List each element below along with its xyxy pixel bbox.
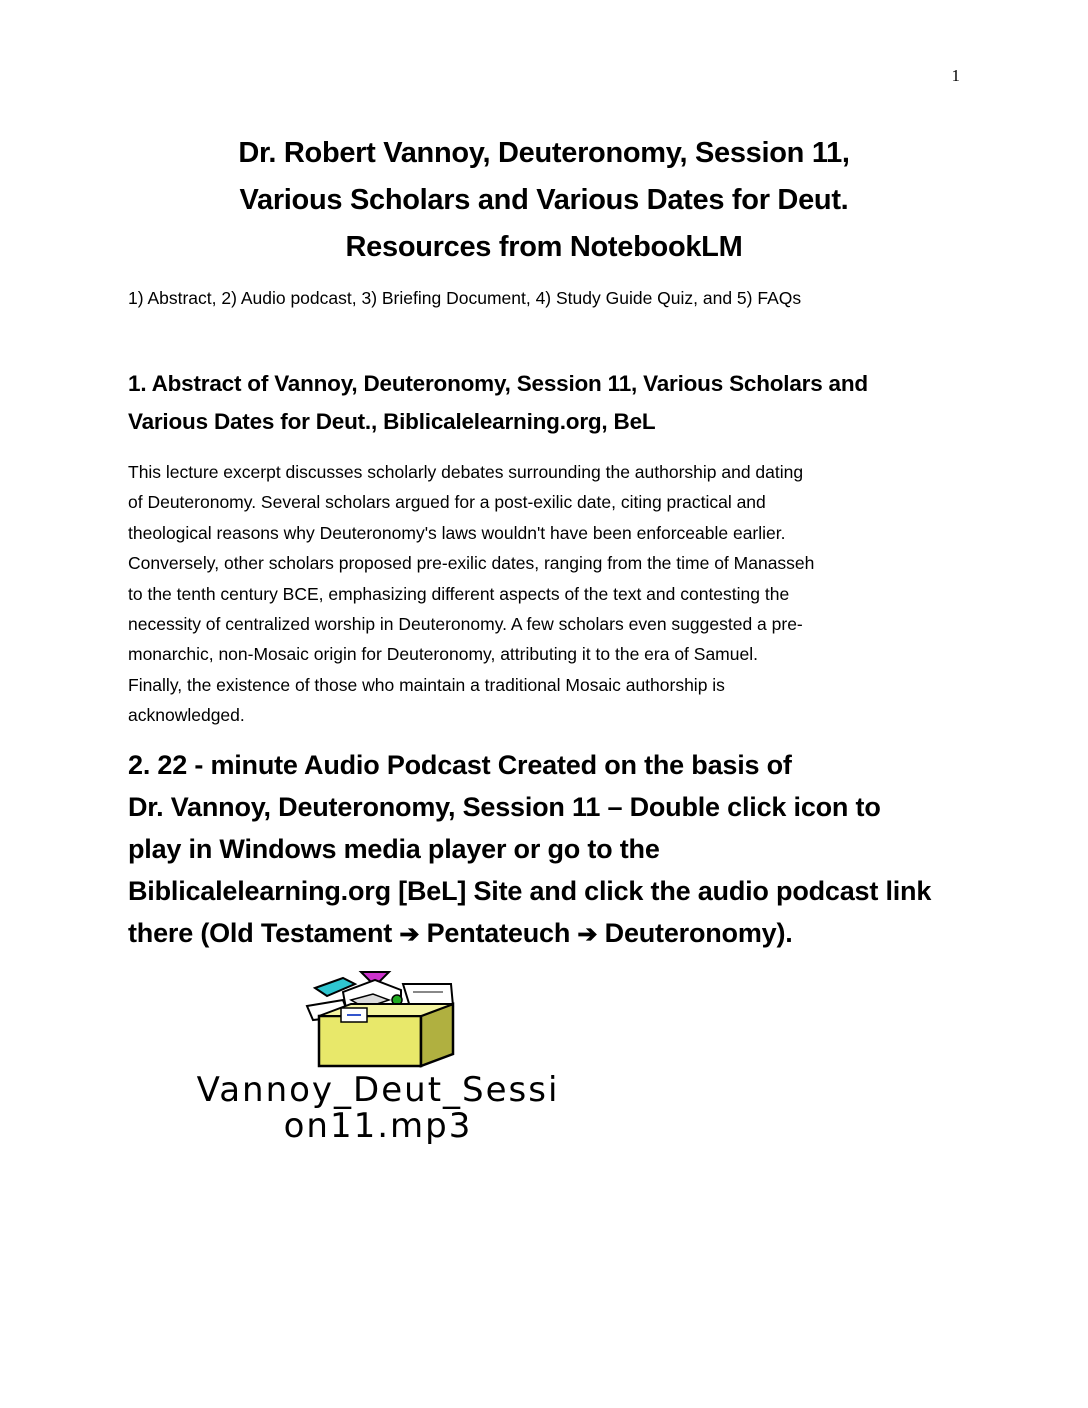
audio-podcast-attachment[interactable]: [128, 968, 628, 1158]
arrow-right-icon: ➔: [399, 921, 420, 948]
document-title: [128, 130, 960, 271]
path-deuteronomy: Deuteronomy).: [597, 918, 793, 948]
arrow-right-icon: ➔: [577, 921, 598, 948]
section-2-line-2: Dr. Vannoy, Deuteronomy, Session 11 – Double click icon to: [128, 792, 881, 822]
filename-line-2: on11.mp3: [283, 1106, 473, 1146]
abstract-paragraph: [128, 457, 960, 731]
abstract-line: acknowledged.: [128, 705, 245, 726]
abstract-line: of Deuteronomy. Several scholars argued for a post-exilic date, citing practical and: [128, 492, 766, 513]
section-2-line-5: [128, 912, 968, 956]
filename-line-1: Vannoy_Deut_Sessi: [196, 1070, 560, 1110]
title-line-2: Various Scholars and Various Dates for Deut.: [239, 184, 849, 216]
section-1-heading: [128, 365, 968, 441]
page-number: 1: [951, 66, 960, 85]
resources-list: 1) Abstract, 2) Audio podcast, 3) Briefing Document, 4) Study Guide Quiz, and 5) FAQs: [128, 288, 802, 308]
abstract-line: Finally, the existence of those who maintain a traditional Mosaic authorship is: [128, 674, 725, 695]
abstract-line: Conversely, other scholars proposed pre-exilic dates, ranging from the time of Manasseh: [128, 553, 815, 574]
title-line-3: Resources from NotebookLM: [345, 231, 743, 263]
section-2-line-3: play in Windows media player or go to the: [128, 834, 660, 864]
abstract-line: theological reasons why Deuteronomy's laws wouldn't have been enforceable earlier.: [128, 522, 786, 543]
abstract-line: necessity of centralized worship in Deuteronomy. A few scholars even suggested a pre-: [128, 614, 803, 635]
attachment-filename: [128, 1072, 628, 1144]
abstract-line: This lecture excerpt discusses scholarly debates surrounding the authorship and dating: [128, 462, 804, 482]
abstract-line: monarchic, non-Mosaic origin for Deuteronomy, attributing it to the era of Samuel.: [128, 644, 758, 665]
section-2-heading: [128, 744, 968, 956]
section-2-line-4: Biblicalelearning.org [BeL] Site and click the audio podcast link: [128, 876, 932, 906]
section-2-line-1: 2. 22 - minute Audio Podcast Created on the basis of: [128, 750, 792, 780]
package-box-icon: [303, 970, 463, 1070]
section-1-heading-line-1: 1. Abstract of Vannoy, Deuteronomy, Session 11, Various Scholars and: [128, 371, 868, 396]
path-old-testament: there (Old Testament: [128, 918, 400, 948]
section-1-heading-line-2: Various Dates for Deut., Biblicalelearning.org, BeL: [128, 409, 656, 434]
path-pentateuch: Pentateuch: [419, 918, 578, 948]
title-line-1: Dr. Robert Vannoy, Deuteronomy, Session 11,: [238, 137, 850, 169]
abstract-line: to the tenth century BCE, emphasizing different aspects of the text and contesting the: [128, 583, 790, 604]
